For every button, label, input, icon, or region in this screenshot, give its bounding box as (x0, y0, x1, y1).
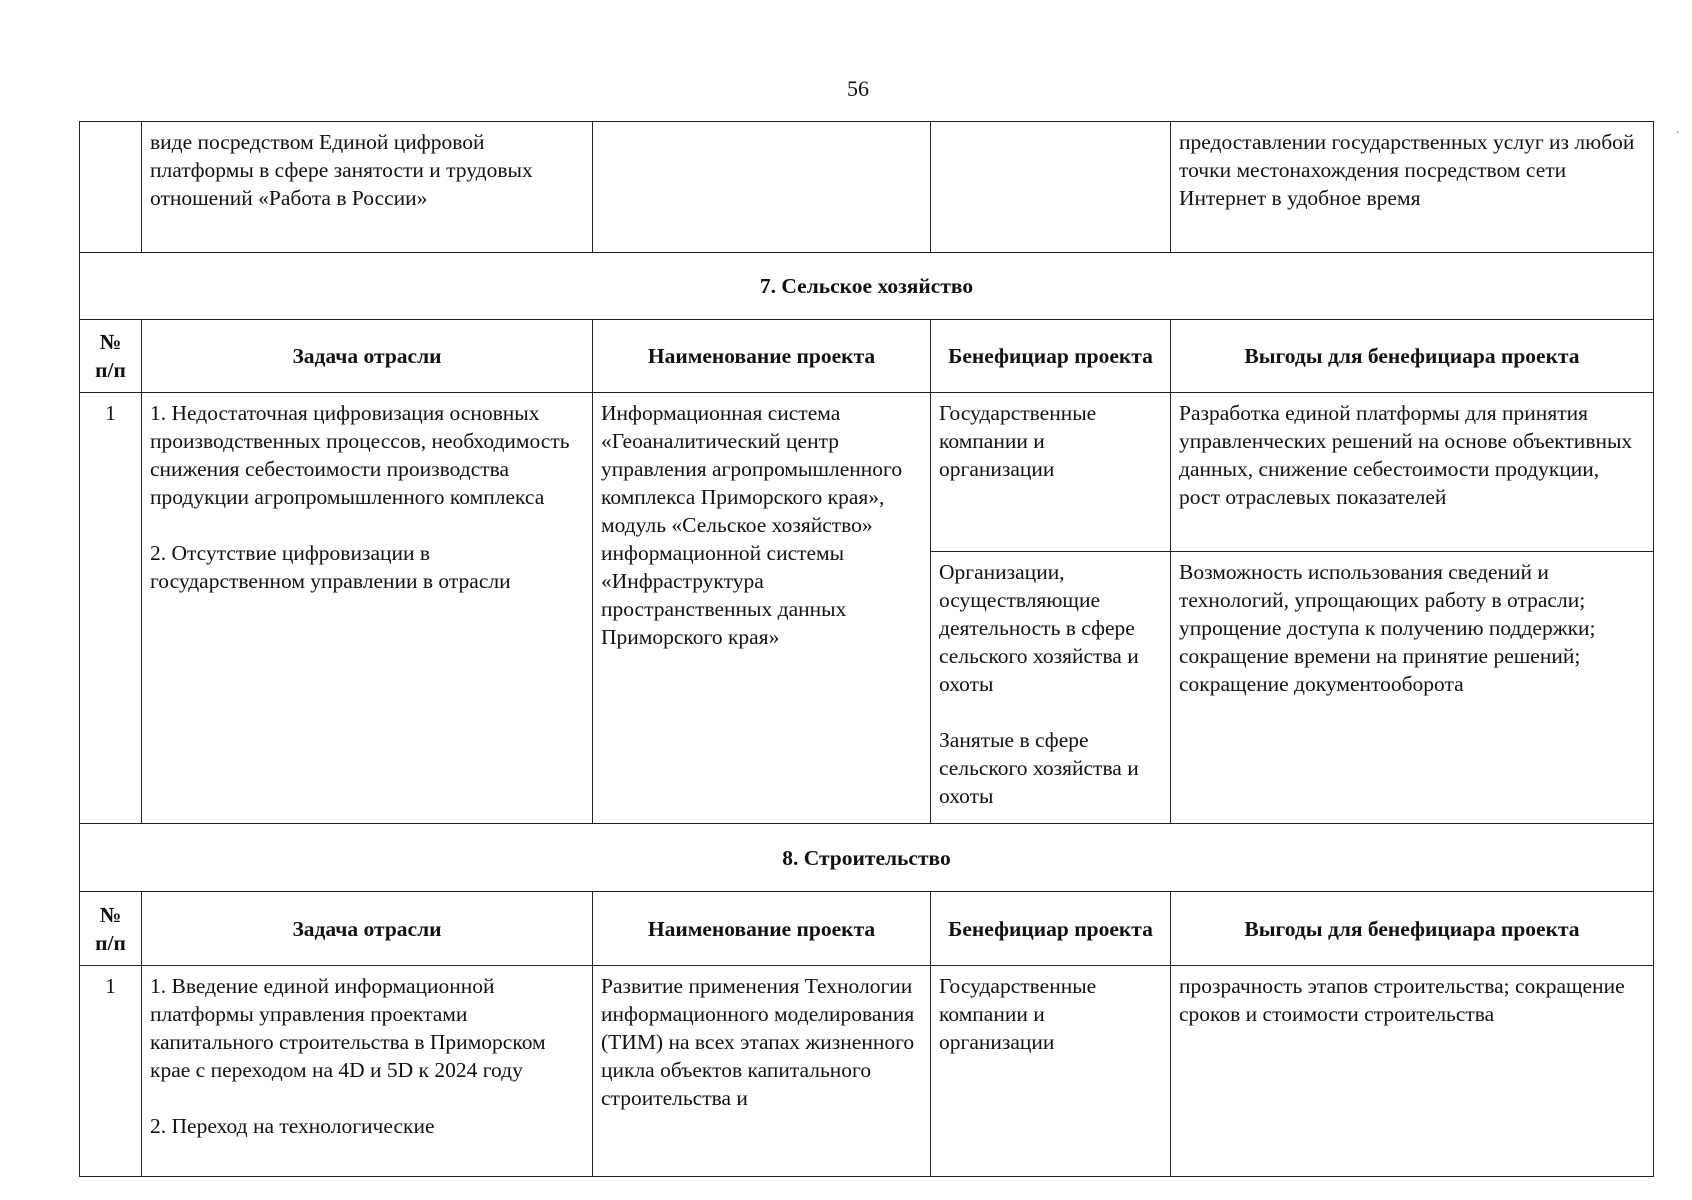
cell-project: Развитие применения Технологии информационного моделирования (ТИМ) на всех этапах жизненного цикла объектов капитального строительства и (593, 966, 931, 1177)
section-title: 7. Сельское хозяйство (80, 253, 1654, 320)
continuation-row (80, 122, 1654, 253)
projects-table (79, 121, 1654, 1177)
header-beneficiary: Бенефициар проекта (931, 892, 1171, 966)
task-item: 1. Введение единой информационной платформы управления проектами капитального строительства в Приморском крае с переходом на 4D и 5D к 2024 году (150, 974, 546, 1082)
header-row (80, 892, 1654, 966)
header-num: № п/п (80, 892, 142, 966)
task-item: 2. Переход на технологические (150, 1114, 435, 1138)
header-num: № п/п (80, 320, 142, 393)
header-task: Задача отрасли (142, 320, 593, 393)
section-title: 8. Строительство (80, 824, 1654, 892)
margin-mark: · (1675, 126, 1680, 141)
cell-num: 1 (80, 966, 142, 1177)
cell-task: виде посредством Единой цифровой платформы в сфере занятости и трудовых отношений «Работа в России» (142, 122, 593, 253)
cell-beneficiary (931, 122, 1171, 253)
header-project: Наименование проекта (593, 320, 931, 393)
task-item: 1. Недостаточная цифровизация основных производственных процессов, необходимость снижения себестоимости производства продукции агропромышленного комплекса (150, 401, 570, 509)
cell-num (80, 122, 142, 253)
cell-beneficiary (931, 552, 1171, 824)
header-task: Задача отрасли (142, 892, 593, 966)
header-beneficiary: Бенефициар проекта (931, 320, 1171, 393)
cell-task (142, 393, 593, 824)
beneficiary-item: Занятые в сфере сельского хозяйства и охоты (939, 728, 1139, 808)
beneficiary-item: Организации, осуществляющие деятельность в сфере сельского хозяйства и охоты (939, 560, 1139, 696)
header-row (80, 320, 1654, 393)
cell-beneficiary: Государственные компании и организации (931, 393, 1171, 552)
table-row (80, 966, 1654, 1177)
cell-benefits: Разработка единой платформы для принятия управленческих решений на основе объективных данных, снижение себестоимости продукции, рост отраслевых показателей (1171, 393, 1654, 552)
task-item: 2. Отсутствие цифровизации в государственном управлении в отрасли (150, 541, 511, 593)
cell-benefits: предоставлении государственных услуг из любой точки местонахождения посредством сети Интернет в удобное время (1171, 122, 1654, 253)
header-benefits: Выгоды для бенефициара проекта (1171, 320, 1654, 393)
section-title-row (80, 824, 1654, 892)
cell-num: 1 (80, 393, 142, 824)
cell-benefits: Возможность использования сведений и технологий, упрощающих работу в отрасли; упрощение доступа к получению поддержки; сокращение времени на принятие решений; сокращение документооборота (1171, 552, 1654, 824)
header-benefits: Выгоды для бенефициара проекта (1171, 892, 1654, 966)
cell-project (593, 122, 931, 253)
header-project: Наименование проекта (593, 892, 931, 966)
page-number: 56 (847, 76, 869, 101)
cell-beneficiary: Государственные компании и организации (931, 966, 1171, 1177)
cell-task (142, 966, 593, 1177)
cell-benefits: прозрачность этапов строительства; сокращение сроков и стоимости строительства (1171, 966, 1654, 1177)
section-title-row (80, 253, 1654, 320)
table-row (80, 393, 1654, 552)
cell-project: Информационная система «Геоаналитический центр управления агропромышленного комплекса Приморского края», модуль «Сельское хозяйство» информационной системы «Инфраструктура пространственных данных Приморского края» (593, 393, 931, 824)
